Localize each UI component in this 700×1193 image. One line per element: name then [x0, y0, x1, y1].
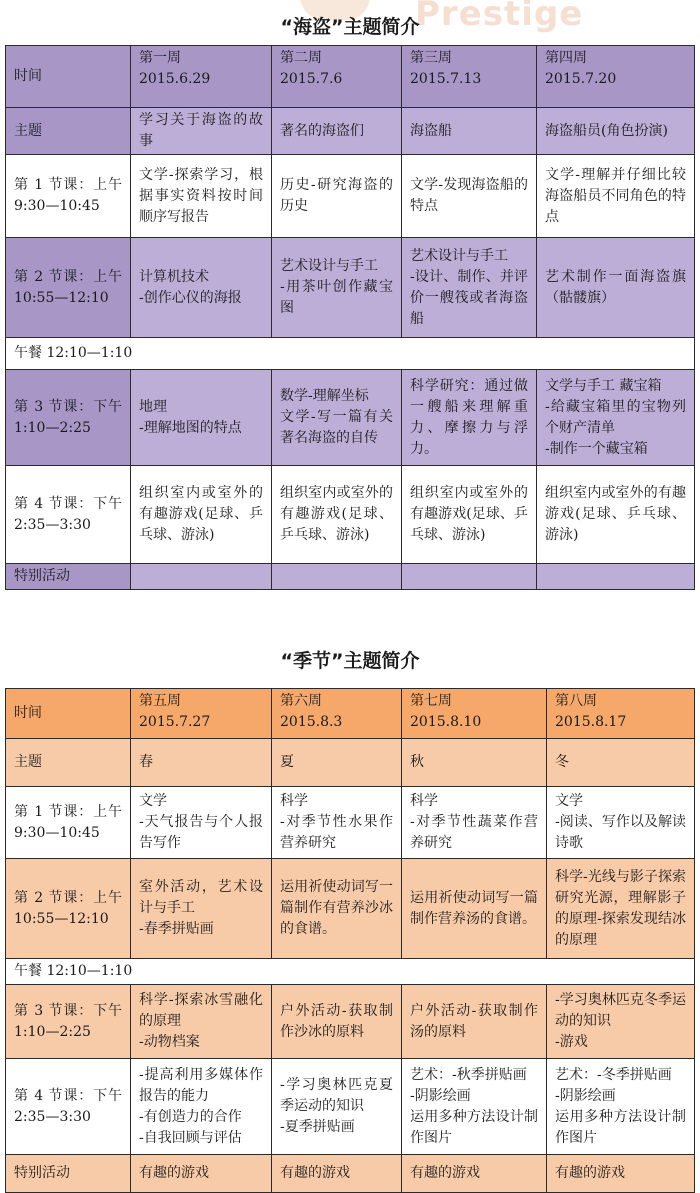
table-cell: 文学与手工 藏宝箱 -给藏宝箱里的宝物列个财产清单 -制作一个藏宝箱: [537, 370, 695, 466]
table-cell: 有趣的游戏: [547, 1155, 695, 1193]
table-row: [6, 787, 695, 859]
table-cell: 组织室内或室外的有趣游戏(足球、乒乓球、游泳): [402, 466, 537, 564]
week-header: [272, 689, 402, 739]
week-header: [131, 46, 272, 108]
table-row: [6, 739, 695, 787]
table-cell: 艺术：-冬季拼贴画 -阴影绘画 运用多种方法设计制作图片: [547, 1059, 695, 1155]
table-row: [6, 1155, 695, 1193]
table-cell: 海盗船员(角色扮演): [537, 108, 695, 155]
section-title-seasons: “季节”主题简介: [280, 650, 420, 672]
week-date: 2015.7.13: [410, 71, 482, 87]
table-cell: 文学-理解并仔细比较海盗船员不同角色的特点: [537, 155, 695, 238]
table-cell: 文学 -天气报告与个人报告写作: [131, 787, 272, 859]
table-cell: 室外活动，艺术设计与手工 -春季拼贴画: [131, 859, 272, 959]
week-date: 2015.6.29: [139, 71, 211, 87]
week-date: 2015.8.10: [410, 714, 482, 730]
row-label: 第 4 节课：下午 2:35—3:30: [6, 466, 131, 564]
table-cell: 艺术设计与手工 -用茶叶创作藏宝图: [272, 238, 402, 338]
table-row: [6, 1059, 695, 1155]
table-cell: 组织室内或室外的有趣游戏(足球、乒乓球、游泳): [272, 466, 402, 564]
table-cell: [402, 564, 537, 590]
week-name: 第八周: [555, 693, 597, 709]
table-cell: 夏: [272, 739, 402, 787]
table-cell: 著名的海盗们: [272, 108, 402, 155]
row-label: 主题: [6, 108, 131, 155]
table-cell: 户外活动-获取制作汤的原料: [402, 985, 547, 1059]
watermark-logo: Prestige: [415, 0, 584, 34]
week-date: 2015.8.17: [555, 714, 627, 730]
week-name: 第六周: [280, 693, 322, 709]
row-label: 第 3 节课：下午 1:10—2:25: [6, 370, 131, 466]
table-cell: 计算机技术 -创作心仪的海报: [131, 238, 272, 338]
table-row: [6, 108, 695, 155]
table-cell: 有趣的游戏: [272, 1155, 402, 1193]
table-row: [6, 985, 695, 1059]
table-cell: 有趣的游戏: [402, 1155, 547, 1193]
week-date: 2015.8.3: [280, 714, 343, 730]
week-header: [402, 46, 537, 108]
table-cell: 冬: [547, 739, 695, 787]
table-cell: 文学-探索学习，根据事实资料按时间顺序写报告: [131, 155, 272, 238]
table-row: [6, 859, 695, 959]
table-cell: 文学-发现海盗船的特点: [402, 155, 537, 238]
lunch-label: 午餐 12:10—1:10: [6, 959, 695, 985]
week-header: [272, 46, 402, 108]
table-cell: 地理 -理解地图的特点: [131, 370, 272, 466]
table-cell: 有趣的游戏: [131, 1155, 272, 1193]
week-header: [131, 689, 272, 739]
table-cell: 户外活动-获取制作沙冰的原料: [272, 985, 402, 1059]
row-label: 第 2 节课：上午 10:55—12:10: [6, 859, 131, 959]
week-date: 2015.7.20: [545, 71, 617, 87]
row-label: 第 4 节课：下午 2:35—3:30: [6, 1059, 131, 1155]
row-label: 特别活动: [6, 1155, 131, 1193]
table-cell: 艺术制作一面海盗旗（骷髅旗）: [537, 238, 695, 338]
row-label: 第 1 节课：上午 9:30—10:45: [6, 155, 131, 238]
section-title-pirates: “海盗”主题简介: [280, 16, 420, 38]
row-label: 第 3 节课：下午 1:10—2:25: [6, 985, 131, 1059]
table-cell: 科学 -对季节性蔬菜作营养研究: [402, 787, 547, 859]
week-name: 第一周: [139, 50, 181, 66]
row-label: 主题: [6, 739, 131, 787]
table-cell: 组织室内或室外的有趣游戏(足球、乒乓球、游泳): [537, 466, 695, 564]
pirates-schedule-table: [5, 45, 695, 590]
table-header-row: [6, 689, 695, 739]
table-cell: 运用祈使动词写一篇制作有营养沙冰的食谱。: [272, 859, 402, 959]
lunch-label: 午餐 12:10—1:10: [6, 338, 695, 370]
table-row: [6, 466, 695, 564]
table-cell: 科学-光线与影子探索研究光源，理解影子的原理-探索发现结冰的原理: [547, 859, 695, 959]
table-cell: 科学研究：通过做一艘船来理解重力、摩擦力与浮力。: [402, 370, 537, 466]
table-cell: [537, 564, 695, 590]
lunch-row: [6, 959, 695, 985]
table-cell: 秋: [402, 739, 547, 787]
table-cell: -学习奥林匹克夏季运动的知识 -夏季拼贴画: [272, 1059, 402, 1155]
week-header: [547, 689, 695, 739]
table-cell: 历史-研究海盗的历史: [272, 155, 402, 238]
table-cell: 学习关于海盗的故事: [131, 108, 272, 155]
table-cell: 艺术设计与手工 -设计、制作、并评价一艘筏或者海盗船: [402, 238, 537, 338]
week-name: 第二周: [280, 50, 322, 66]
week-name: 第七周: [410, 693, 452, 709]
time-header-label: 时间: [6, 689, 131, 739]
table-cell: 数学-理解坐标 文学-写一篇有关著名海盗的自传: [272, 370, 402, 466]
row-label: 第 1 节课：上午 9:30—10:45: [6, 787, 131, 859]
table-cell: -学习奥林匹克冬季运动的知识 -游戏: [547, 985, 695, 1059]
row-label: 第 2 节课：上午 10:55—12:10: [6, 238, 131, 338]
week-name: 第四周: [545, 50, 587, 66]
week-header: [537, 46, 695, 108]
table-cell: 科学-探索冰雪融化的原理 -动物档案: [131, 985, 272, 1059]
lunch-row: [6, 338, 695, 370]
table-row: [6, 564, 695, 590]
week-header: [402, 689, 547, 739]
seasons-schedule-table: [5, 688, 695, 1193]
table-cell: [131, 564, 272, 590]
table-cell: -提高利用多媒体作报告的能力 -有创造力的合作 -自我回顾与评估: [131, 1059, 272, 1155]
table-cell: 文学 -阅读、写作以及解读诗歌: [547, 787, 695, 859]
time-header-label: 时间: [6, 46, 131, 108]
table-cell: 春: [131, 739, 272, 787]
table-cell: [272, 564, 402, 590]
table-cell: 科学 -对季节性水果作营养研究: [272, 787, 402, 859]
week-date: 2015.7.6: [280, 71, 343, 87]
row-label: 特别活动: [6, 564, 131, 590]
week-name: 第五周: [139, 693, 181, 709]
table-header-row: [6, 46, 695, 108]
table-cell: 艺术：-秋季拼贴画 -阴影绘画 运用多种方法设计制作图片: [402, 1059, 547, 1155]
table-row: [6, 155, 695, 238]
week-date: 2015.7.27: [139, 714, 211, 730]
table-cell: 运用祈使动词写一篇制作营养汤的食谱。: [402, 859, 547, 959]
week-name: 第三周: [410, 50, 452, 66]
table-cell: 组织室内或室外的有趣游戏(足球、乒乓球、游泳): [131, 466, 272, 564]
table-row: [6, 238, 695, 338]
table-row: [6, 370, 695, 466]
table-cell: 海盗船: [402, 108, 537, 155]
